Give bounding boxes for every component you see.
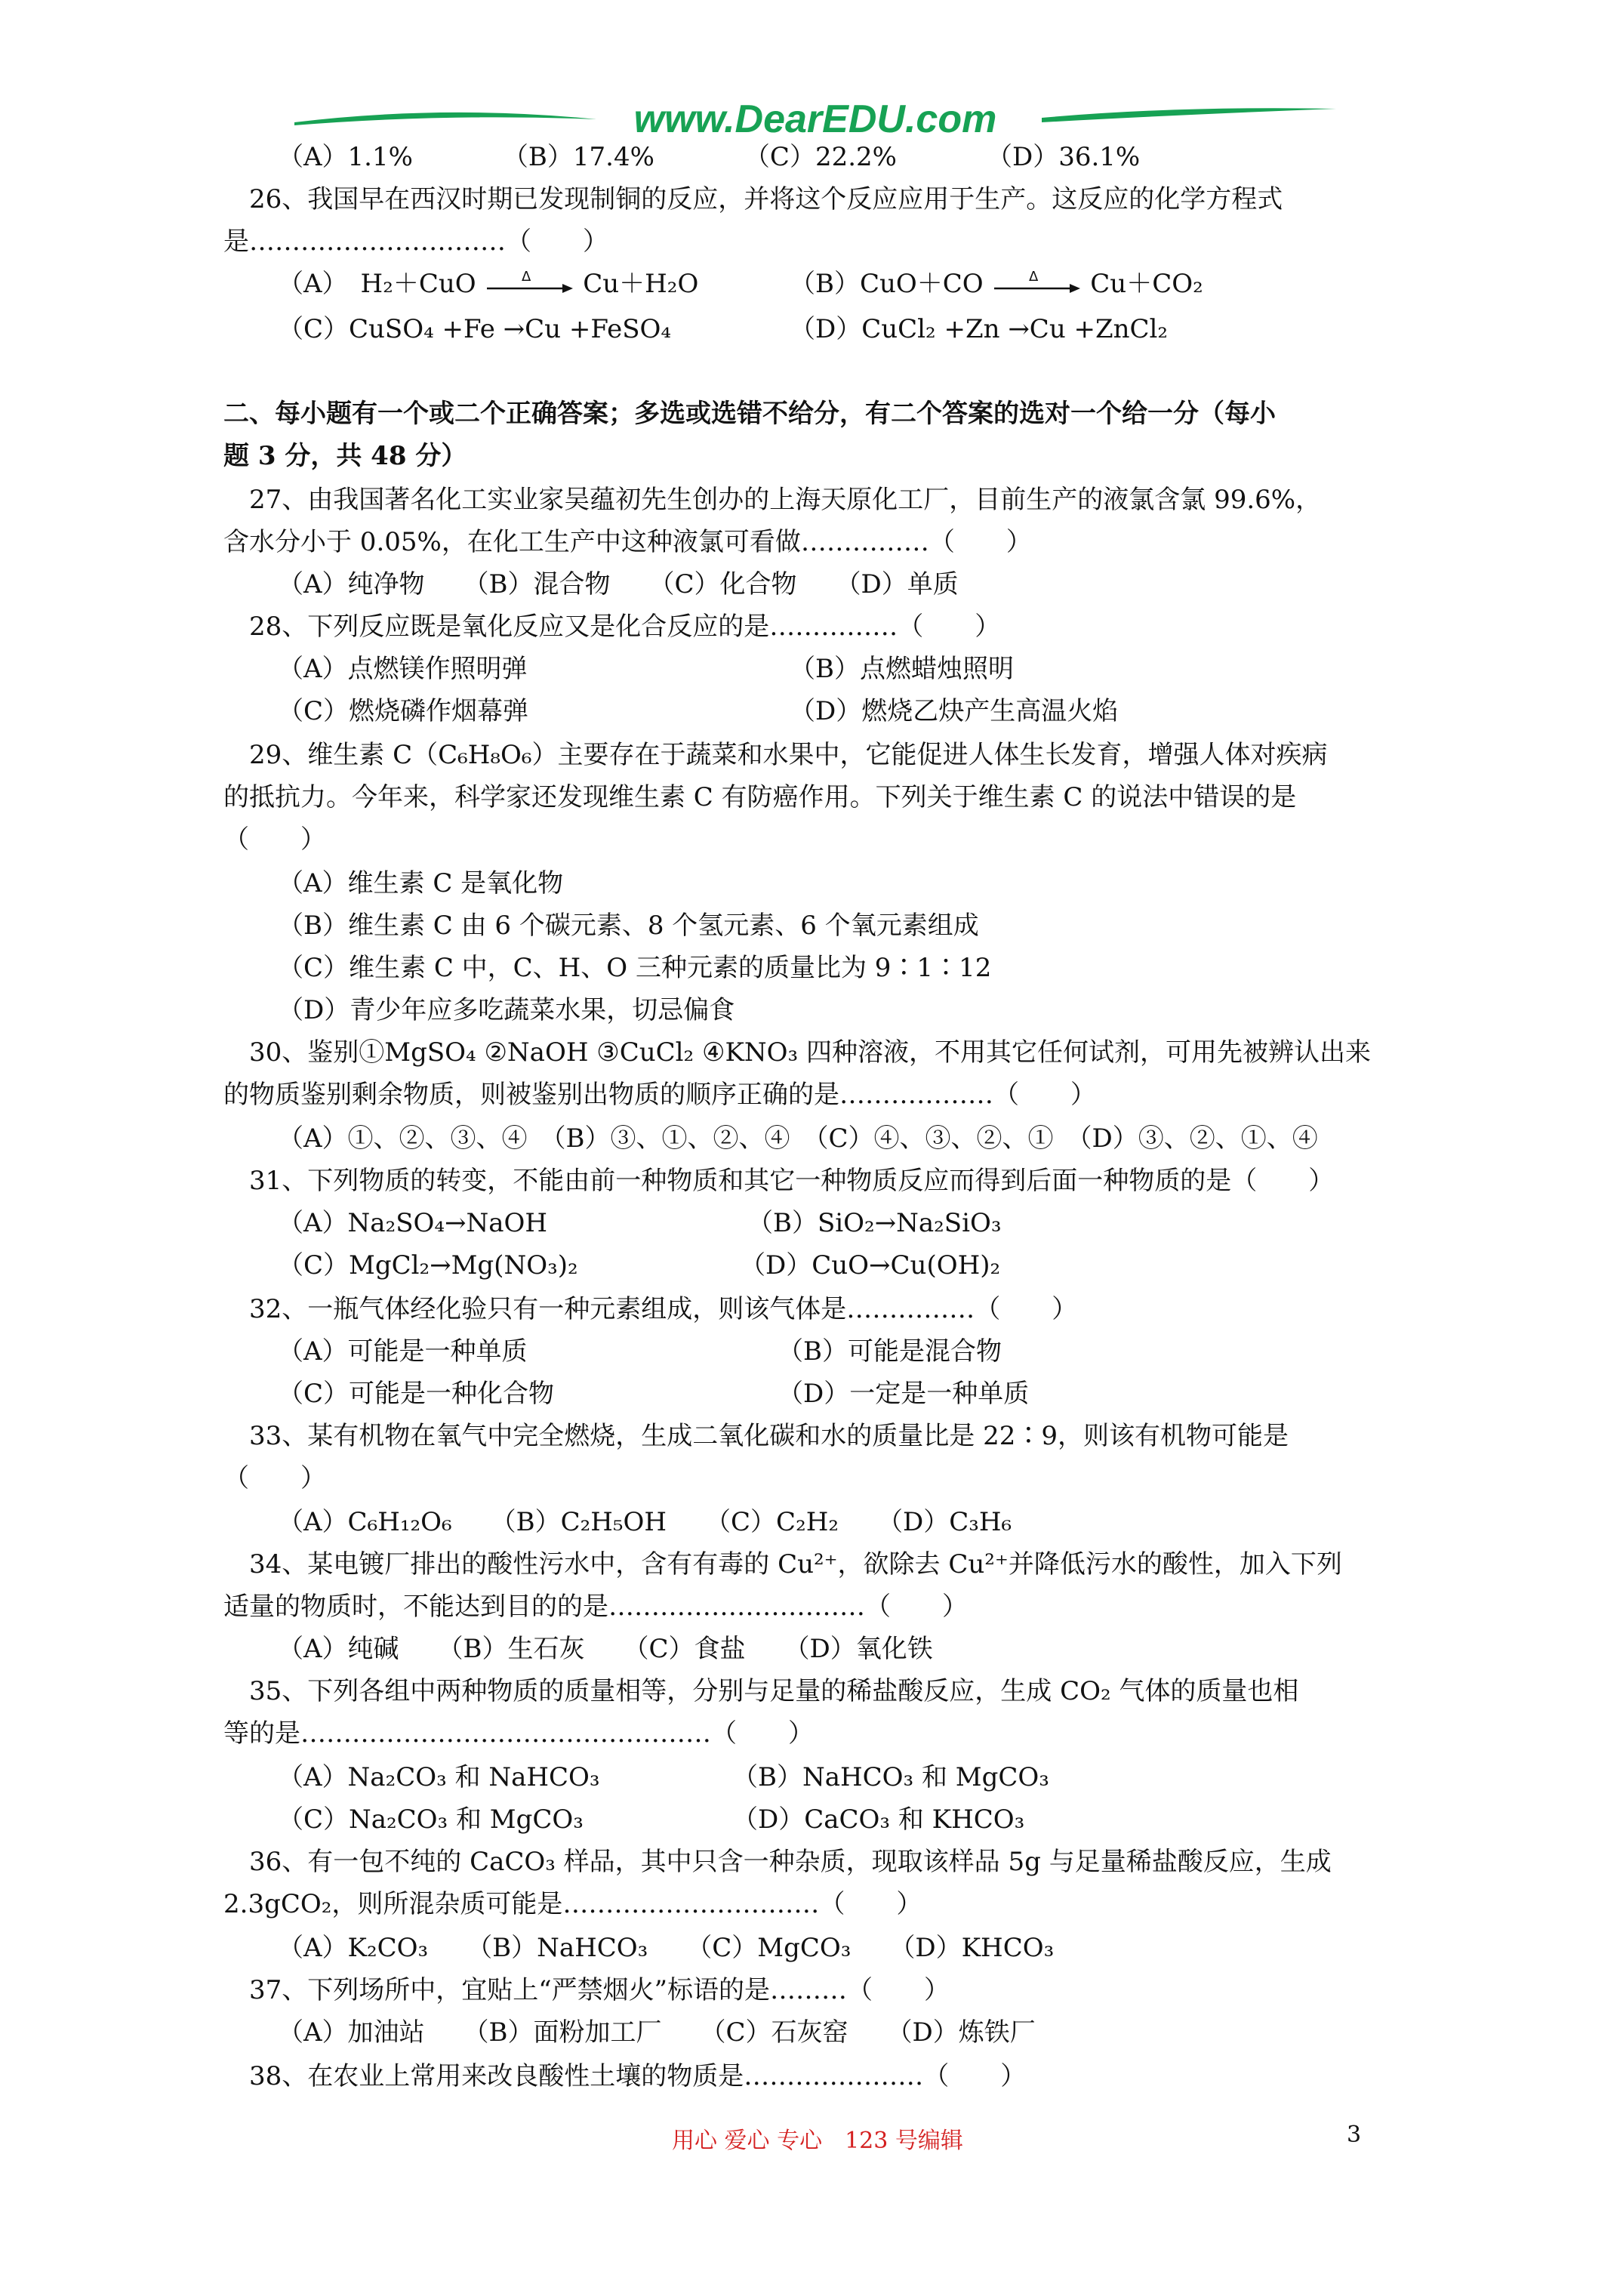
q36-options: （A）K₂CO₃ （B）NaHCO₃ （C）MgCO₃ （D）KHCO₃: [278, 1933, 1055, 1963]
q26-option-d: （D）CuCl₂ +Zn →Cu +ZnCl₂: [790, 314, 1169, 344]
q30-options: （A）①、②、③、④ （B）③、①、②、④ （C）④、③、②、① （D）③、②、①、④: [278, 1123, 1318, 1154]
svg-text:Δ: Δ: [522, 270, 531, 285]
q30-stem-cont: 的物质鉴别剩余物质，则被鉴别出物质的顺序正确的是………………（ ）: [223, 1080, 1096, 1110]
q36-stem-cont: 2.3gCO₂，则所混杂质可能是…………………………（ ）: [223, 1889, 922, 1919]
q36-stem: 36、有一包不纯的 CaCO₃ 样品，其中只含一种杂质，现取该样品 5g 与足量稀盐酸反应，生成: [249, 1847, 1332, 1877]
q31-option-b: （B）SiO₂→Na₂SiO₃: [747, 1208, 1002, 1238]
q29-option-d: （D）青少年应多吃蔬菜水果，切忌偏食: [278, 995, 735, 1025]
q35-stem-cont: 等的是…………………………………………（ ）: [223, 1718, 814, 1749]
q31-option-d: （D）CuO→Cu(OH)₂: [740, 1250, 1001, 1281]
q34-stem: 34、某电镀厂排出的酸性污水中，含有有毒的 Cu²⁺，欲除去 Cu²⁺并降低污水的酸性，加入下列: [249, 1549, 1342, 1579]
q29-option-a: （A）维生素 C 是氧化物: [278, 868, 564, 898]
q26-stem: 26、我国早在西汉时期已发现制铜的反应，并将这个反应应用于生产。这反应的化学方程式: [249, 184, 1283, 214]
q29-stem: 29、维生素 C（C₆H₈O₆）主要存在于蔬菜和水果中，它能促进人体生长发育，增强人体对疾病: [249, 740, 1328, 770]
site-logo: www.DearEDU.com: [633, 97, 997, 141]
left-swoosh-decoration: [294, 106, 596, 136]
q26-option-a: [278, 269, 698, 300]
q32-option-c: （C）可能是一种化合物: [278, 1379, 555, 1409]
q26-option-a-right: Cu＋H₂O: [583, 269, 699, 299]
q26-option-a-left: （A） H₂＋CuO: [278, 269, 476, 299]
q29-option-b: （B）维生素 C 由 6 个碳元素、8 个氢元素、6 个氧元素组成: [278, 911, 979, 941]
q34-options: （A）纯碱 （B）生石灰 （C）食盐 （D）氧化铁: [278, 1634, 933, 1664]
q27-stem-cont: 含水分小于 0.05%，在化工生产中这种液氯可看做……………（ ）: [223, 527, 1032, 557]
q28-option-c: （C）燃烧磷作烟幕弹: [278, 696, 529, 726]
heat-arrow-icon: [484, 270, 574, 300]
q35-stem: 35、下列各组中两种物质的质量相等，分别与足量的稀盐酸反应，生成 CO₂ 气体的质量也相: [249, 1676, 1299, 1706]
section-2-heading: 二、每小题有一个或二个正确答案；多选或选错不给分，有二个答案的选对一个给一分（每小: [223, 399, 1276, 429]
q35-option-c: （C）Na₂CO₃ 和 MgCO₃: [278, 1804, 584, 1835]
section-2-heading-cont: 题 3 分，共 48 分）: [223, 441, 467, 471]
right-swoosh-decoration: [1042, 101, 1336, 131]
q33-answer-bracket: （ ）: [223, 1463, 326, 1493]
q28-stem: 28、下列反应既是氧化反应又是化合反应的是……………（ ）: [249, 612, 1001, 642]
q33-options: （A）C₆H₁₂O₆ （B）C₂H₅OH （C）C₂H₂ （D）C₃H₆: [278, 1507, 1012, 1537]
q31-option-a: （A）Na₂SO₄→NaOH: [278, 1208, 548, 1238]
q28-option-a: （A）点燃镁作照明弹: [278, 654, 528, 684]
q34-stem-cont: 适量的物质时，不能达到目的的是…………………………（ ）: [223, 1592, 968, 1622]
q26-option-b: [790, 269, 1203, 300]
q32-stem: 32、一瓶气体经化验只有一种元素组成，则该气体是……………（ ）: [249, 1294, 1078, 1324]
q26-option-b-right: Cu＋CO₂: [1090, 269, 1203, 299]
q30-stem: 30、鉴别①MgSO₄ ②NaOH ③CuCl₂ ④KNO₃ 四种溶液，不用其它任何试剂，可用先被辨认出来: [249, 1037, 1371, 1068]
q35-option-d: （D）CaCO₃ 和 KHCO₃: [732, 1804, 1025, 1835]
svg-text:Δ: Δ: [1029, 270, 1039, 285]
heat-arrow-icon: [991, 270, 1082, 300]
page-footer-text: 用心 爱心 专心 123 号编辑: [672, 2128, 963, 2154]
q28-option-d: （D）燃烧乙炔产生高温火焰: [790, 696, 1119, 726]
q27-stem: 27、由我国著名化工实业家吴蕴初先生创办的上海天原化工厂，目前生产的液氯含氯 99.6%，: [249, 485, 1322, 515]
q25-options: （A）1.1% （B）17.4% （C）22.2% （D）36.1%: [278, 142, 1141, 172]
q38-stem: 38、在农业上常用来改良酸性土壤的物质是…………………（ ）: [249, 2061, 1027, 2091]
q35-option-a: （A）Na₂CO₃ 和 NaHCO₃: [278, 1762, 600, 1792]
q32-option-d: （D）一定是一种单质: [778, 1379, 1030, 1409]
q28-option-b: （B）点燃蜡烛照明: [790, 654, 1014, 684]
q31-stem: 31、下列物质的转变，不能由前一种物质和其它一种物质反应而得到后面一种物质的是（ ）: [249, 1166, 1335, 1196]
q32-option-a: （A）可能是一种单质: [278, 1336, 528, 1367]
q29-option-c: （C）维生素 C 中，C、H、O 三种元素的质量比为 9∶1∶12: [278, 953, 992, 983]
q26-option-c: （C）CuSO₄ +Fe →Cu +FeSO₄: [278, 314, 672, 344]
page-number: 3: [1347, 2122, 1362, 2148]
q31-option-c: （C）MgCl₂→Mg(NO₃)₂: [278, 1250, 578, 1281]
q32-option-b: （B）可能是混合物: [778, 1336, 1002, 1367]
q33-stem: 33、某有机物在氧气中完全燃烧，生成二氧化碳和水的质量比是 22∶9，则该有机物可能是: [249, 1421, 1289, 1451]
q35-option-b: （B）NaHCO₃ 和 MgCO₃: [732, 1762, 1049, 1792]
q27-options: （A）纯净物 （B）混合物 （C）化合物 （D）单质: [278, 569, 959, 599]
q37-stem: 37、下列场所中，宜贴上“严禁烟火”标语的是………（ ）: [249, 1975, 950, 2005]
q29-answer-bracket: （ ）: [223, 824, 326, 855]
q37-options: （A）加油站 （B）面粉加工厂 （C）石灰窑 （D）炼铁厂: [278, 2017, 1036, 2048]
q29-stem-cont: 的抵抗力。今年来，科学家还发现维生素 C 有防癌作用。下列关于维生素 C 的说法中错误的是: [223, 782, 1297, 812]
q26-stem-cont: 是…………………………（ ）: [223, 227, 608, 257]
site-header: [294, 91, 1336, 143]
q26-option-b-left: （B）CuO＋CO: [790, 269, 984, 299]
